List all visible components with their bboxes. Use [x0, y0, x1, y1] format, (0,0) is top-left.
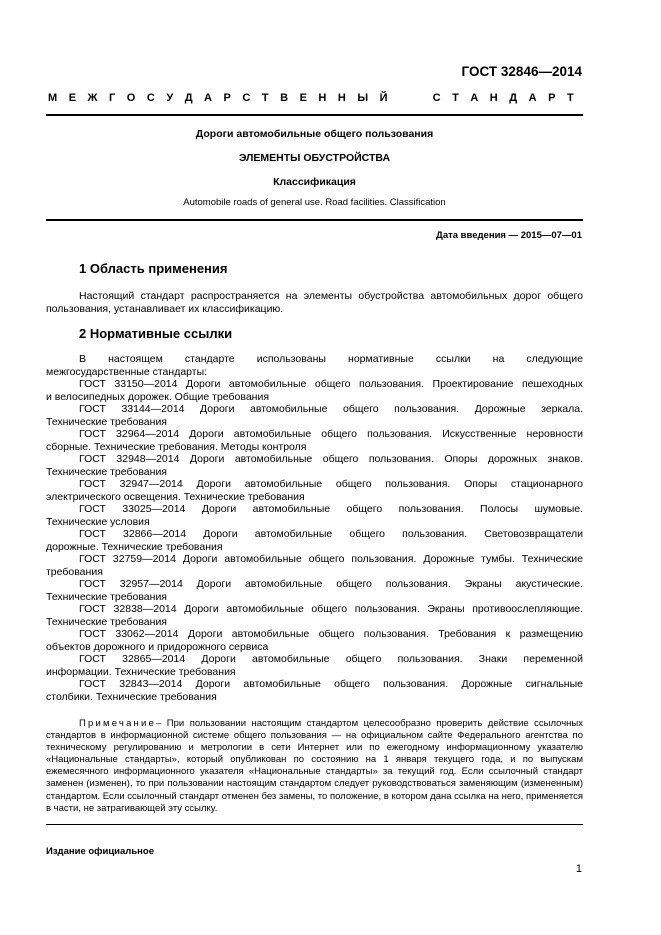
reference-line: сборные. Технические требования. Методы контроля	[46, 440, 307, 453]
interstate-standard-label	[48, 92, 574, 104]
letter: Н	[489, 92, 498, 104]
letter: Й	[379, 92, 388, 104]
reference-line: Технические условия	[46, 515, 150, 528]
letter: Н	[318, 92, 327, 104]
reference-line: Технические требования	[46, 465, 167, 478]
reference-line: ГОСТ 33062—2014 Дороги автомобильные общего пользования. Требования к размещению	[79, 628, 583, 640]
note-label: Примечание	[79, 718, 156, 729]
title-line-3: Классификация	[273, 176, 356, 188]
letter: Е	[299, 92, 307, 104]
reference-line: ГОСТ 32947—2014 Дороги автомобильные общего пользования. Опоры стационарного	[79, 478, 583, 490]
reference-line: Технические требования	[46, 615, 167, 628]
reference-line: ГОСТ 32759—2014 Дороги автомобильные общего пользования. Дорожные тумбы. Технические	[79, 553, 583, 565]
title-rule	[46, 219, 583, 221]
top-rule	[46, 114, 583, 116]
footer-rule	[46, 824, 583, 825]
reference-line: ГОСТ 32865—2014 Дороги автомобильные общего пользования. Знаки переменной	[79, 653, 583, 665]
reference-line: объектов дорожного и придорожного сервиса	[46, 640, 269, 653]
reference-line: ГОСТ 32838—2014 Дороги автомобильные общего пользования. Экраны противоослепляющие.	[79, 603, 583, 615]
letter: Т	[566, 92, 574, 104]
reference-line: ГОСТ 33150—2014 Дороги автомобильные общего пользования. Проектирование пешеходных	[79, 378, 583, 390]
letter: Ж	[87, 92, 98, 104]
letter: М	[48, 92, 58, 104]
letter: Т	[452, 92, 459, 104]
reference-line: межгосударственные стандарты:	[46, 365, 208, 378]
letter: С	[242, 92, 251, 104]
title-english: Automobile roads of general use. Road facilities. Classification	[183, 197, 446, 208]
reference-line: Технические требования	[46, 590, 167, 603]
letter: В	[280, 92, 289, 104]
letter: С	[146, 92, 155, 104]
note-block	[46, 718, 583, 815]
reference-line: электрического освещения. Технические требования	[46, 490, 305, 503]
reference-line: ГОСТ 32964—2014 Дороги автомобильные общего пользования. Искусственные неровности	[79, 428, 583, 440]
reference-line: требования	[46, 565, 103, 578]
reference-line: ГОСТ 32957—2014 Дороги автомобильные общего пользования. Экраны акустические.	[79, 578, 583, 590]
reference-line: В настоящем стандарте использованы нормативные ссылки на следующие	[79, 353, 583, 365]
letter: Е	[68, 92, 77, 104]
normative-references	[46, 353, 583, 703]
standard-code: ГОСТ 32846—2014	[461, 64, 582, 79]
reference-line: Технические требования	[46, 415, 167, 428]
note-text: – При пользовании настоящим стандартом целесообразно проверить действие ссылочных стандартов в информационной системе общего пользования — на официальном сайте Федерального агентства по техническому регулированию и метрологии в сети Интернет или по ежегодному информационному указателю «Национальные стандарты», который опубликован по состоянию на 1 января текущего года, и по выпускам ежемесячного информационного указателя «Национальные стандарты» за текущий год. Если ссылочный стандарт заменен (изменен), то при пользовании настоящим стандартом следует руководствоваться заменяющим (измененным) стандартом. Если ссылочный стандарт отменен без замены, то положение, в котором дана ссылка на него, применяется в части, не затрагивающей эту ссылку.	[46, 718, 583, 814]
letter: Р	[548, 92, 556, 104]
reference-line: ГОСТ 32866—2014 Дороги автомобильные общего пользования. Световозвращатели	[79, 528, 583, 540]
letter: Д	[509, 92, 518, 104]
reference-line: ГОСТ 33144—2014 Дороги автомобильные общего пользования. Дорожные зеркала.	[79, 403, 583, 415]
reference-line: информации. Технические требования	[46, 665, 236, 678]
reference-line: ГОСТ 32843—2014 Дороги автомобильные общего пользования. Дорожные сигнальные	[79, 678, 583, 690]
letter: А	[528, 92, 537, 104]
letter: Т	[261, 92, 269, 104]
reference-line: ГОСТ 33025—2014 Дороги автомобильные общего пользования. Полосы шумовые.	[79, 503, 583, 515]
letter: Г	[109, 92, 116, 104]
introduction-date: Дата введения — 2015—07—01	[436, 230, 582, 241]
title-line-1: Дороги автомобильные общего пользования	[195, 128, 434, 140]
letter: Н	[337, 92, 346, 104]
reference-line: ГОСТ 32948—2014 Дороги автомобильные общего пользования. Опоры дорожных знаков.	[79, 453, 583, 465]
letter: Ы	[357, 92, 369, 104]
reference-line: и велосипедных дорожек. Общие требования	[46, 390, 270, 403]
letter: С	[432, 92, 441, 104]
word-gap	[399, 92, 421, 104]
edition-label: Издание официальное	[46, 846, 154, 857]
letter: У	[166, 92, 174, 104]
letter: Р	[223, 92, 231, 104]
reference-line: столбики. Технические требования	[46, 690, 217, 703]
letter: А	[204, 92, 212, 104]
section-1-text: Настоящий стандарт распространяется на элементы обустройства автомобильных дорог общего пользования, устанавливает их классификацию.	[46, 290, 583, 315]
section-2-heading: 2 Нормативные ссылки	[79, 326, 233, 341]
page-number: 1	[575, 863, 582, 875]
section-1-heading: 1 Область применения	[79, 261, 228, 276]
letter: А	[470, 92, 479, 104]
letter: Д	[184, 92, 193, 104]
title-line-2: ЭЛЕМЕНТЫ ОБУСТРОЙСТВА	[238, 152, 391, 164]
letter: О	[126, 92, 136, 104]
reference-line: дорожные. Технические требования	[46, 540, 223, 553]
